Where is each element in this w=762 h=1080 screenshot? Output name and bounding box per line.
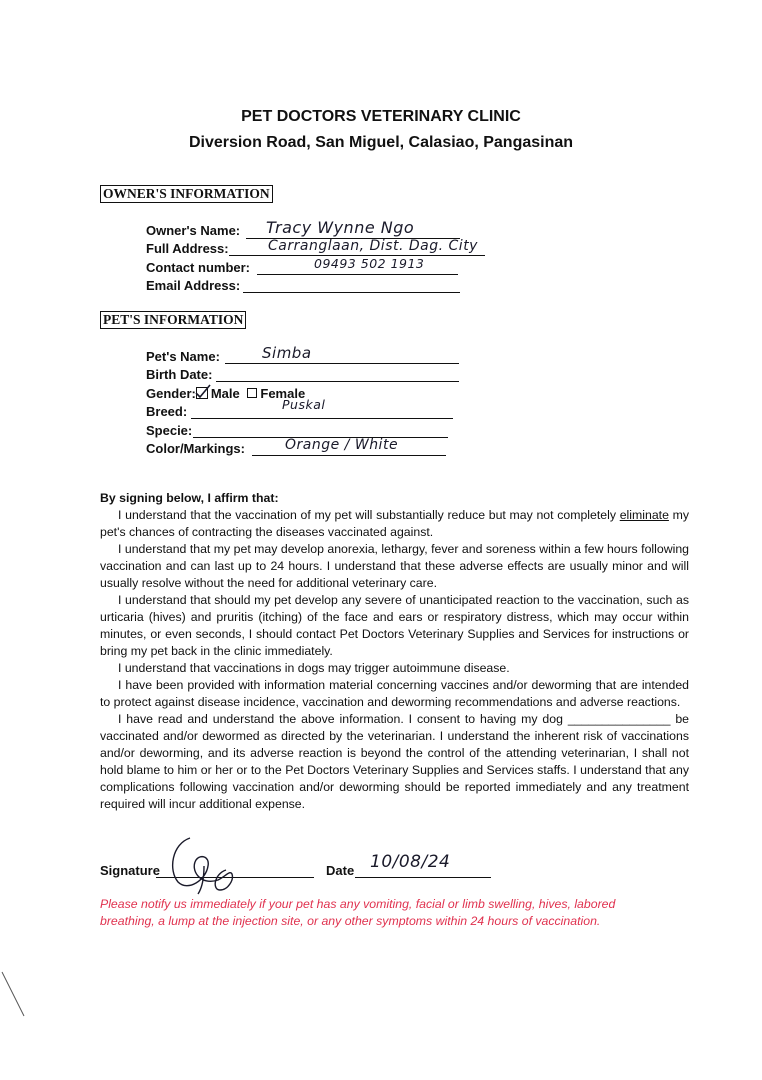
handwritten-signature-icon <box>160 830 260 900</box>
consent-paragraph-3: I understand that should my pet develop any severe of unanticipated reaction to the vaccination, such as urticaria (hives) and pruritis (itching) of the face and ears or respiratory distress, which may occur within minutes, or even seconds, I should contact Pet Doctors Veterinary Supplies and Services for instructions or bring my pet back in the clinic immediately. <box>100 593 689 658</box>
breed-line <box>191 418 453 419</box>
email-label: Email Address: <box>146 278 241 293</box>
birth-date-line <box>216 381 459 382</box>
male-option-label: Male <box>210 386 240 401</box>
dog-name-blank[interactable]: _______________ <box>567 712 671 726</box>
date-field[interactable]: 10/08/24 <box>370 852 451 872</box>
gender-label: Gender: <box>146 386 196 401</box>
color-markings-field[interactable]: Orange / White <box>285 437 399 453</box>
clinic-name: PET DOCTORS VETERINARY CLINIC <box>241 108 521 125</box>
breed-label: Breed: <box>146 404 188 419</box>
pet-section-heading: PET'S INFORMATION <box>100 311 246 329</box>
female-option-label: Female <box>260 386 306 401</box>
symptom-notice: Please notify us immediately if your pet has any vomiting, facial or limb swelling, hives, labored breathing, a lump at the injection site, or any other symptoms within 24 hours of vaccination. <box>100 897 616 928</box>
male-checkbox[interactable] <box>196 387 208 399</box>
consent-paragraph-1 <box>100 507 689 541</box>
breed-field[interactable]: Puskal <box>282 397 326 412</box>
contact-number-label: Contact number: <box>146 260 250 275</box>
consent-p1-a: I understand that the vaccination of my pet will substantially reduce but may not completely <box>118 508 620 522</box>
email-line <box>243 292 460 293</box>
full-address-label: Full Address: <box>146 241 229 256</box>
color-markings-line <box>252 455 446 456</box>
signature-field[interactable] <box>160 830 260 900</box>
color-markings-label: Color/Markings: <box>146 441 245 456</box>
contact-number-field[interactable]: 09493 502 1913 <box>314 256 425 271</box>
signature-label: Signature <box>100 863 160 878</box>
consent-statement <box>100 490 689 813</box>
consent-p1-underlined: eliminate <box>619 508 669 522</box>
owner-name-field[interactable]: Tracy Wynne Ngo <box>266 218 415 237</box>
consent-paragraph-4: I understand that vaccinations in dogs may trigger autoimmune disease. <box>118 661 510 675</box>
pet-name-label: Pet's Name: <box>146 349 220 364</box>
owner-name-label: Owner's Name: <box>146 223 241 238</box>
consent-paragraph-6 <box>100 711 689 813</box>
pet-name-field[interactable]: Simba <box>262 344 312 362</box>
pet-name-line <box>225 363 459 364</box>
scan-mark-icon <box>0 970 30 1020</box>
date-line <box>355 877 491 878</box>
consent-lead: By signing below, I affirm that: <box>100 491 279 505</box>
consent-p1-b: my pet's chances of contracting the diseases vaccinated against. <box>100 508 690 539</box>
clinic-address: Diversion Road, San Miguel, Calasiao, Pangasinan <box>188 134 574 151</box>
date-label: Date <box>326 863 355 878</box>
full-address-field[interactable]: Carranglaan, Dist. Dag. City <box>268 238 478 254</box>
contact-number-line <box>257 274 458 275</box>
consent-paragraph-2: I understand that my pet may develop anorexia, lethargy, fever and soreness within a few hours following vaccination and can last up to 24 hours. I understand that these adverse effects are usually minor and will usually resolve without the need for additional veterinary care. <box>100 542 689 590</box>
check-mark-icon <box>195 384 211 398</box>
owner-section-heading: OWNER'S INFORMATION <box>100 185 273 203</box>
female-checkbox[interactable] <box>247 388 257 398</box>
consent-p6-b: be vaccinated and/or dewormed as directed by the veterinarian. I understand the inherent risk of vaccinations and/or deworming, and its adverse reaction is beyond the control of the attending veterinarian, I shall not hold blame to him or her or to the Pet Doctors Veterinary Supplies and Services staffs. I understand that any complications following vaccination and/or deworming should be reported immediately and any treatment required will incur additional expense. <box>100 712 690 811</box>
specie-label: Specie: <box>146 423 193 438</box>
birth-date-label: Birth Date: <box>146 367 213 382</box>
consent-paragraph-5: I have been provided with information material concerning vaccines and/or deworming that are intended to protect against disease incidence, vaccination and deworming recommendations and adverse reactions. <box>100 678 689 709</box>
consent-p6-a: I have read and understand the above information. I consent to having my dog <box>118 712 563 726</box>
